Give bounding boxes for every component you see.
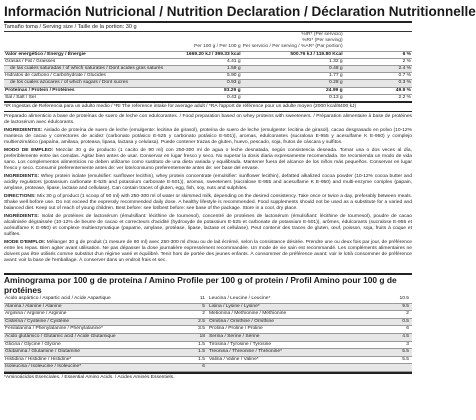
amino-name: Ácido glutámico / Glutamic acid / Acide Glutamique [4, 334, 188, 342]
amino-name: Lisina / Lysine / Lysine* [208, 303, 392, 311]
amino-value: 11 [188, 296, 208, 303]
amino-name: Glicina / Glycine / Glycine [4, 341, 188, 349]
amino-name: Ornitina / Ornithine / Ornithine [208, 318, 392, 326]
nutrition-cell: 2 % [344, 58, 412, 65]
amino-value: 18 [188, 334, 208, 342]
amino-name: Glutamina / Glutamine / Glutamine [4, 349, 188, 357]
nutrition-cell: 4.41 g [179, 58, 242, 65]
amino-name: Serina / Serine / Sérine [208, 334, 392, 342]
amino-row [4, 356, 412, 364]
nutrition-cell: Sal / Salt / Sel [4, 94, 179, 102]
nutrition-table [4, 32, 412, 103]
nutrition-row [4, 73, 412, 80]
amino-name: Histidina / Histidine / Histidine* [4, 356, 188, 364]
amino-value: 0.5 [392, 318, 412, 326]
nutrition-cell: Hidratos de carbono / Carbohydrate / Glucides [4, 73, 179, 80]
amino-value: 2 [392, 311, 412, 319]
amino-name: Treonina / Threonine / Thréonine* [208, 349, 392, 357]
label-paragraph: Preparado alimenticio a base de proteínas de suero de leche con edulcorantes. / Food preparation based on whey proteins with sweeteners. / Préparation alimentaire à base de protéines de lactosérum avec édulcorants. [4, 114, 412, 126]
nutrition-label [4, 4, 476, 381]
amino-value: 5 [188, 303, 208, 311]
amino-row [4, 364, 412, 372]
amino-row [4, 303, 412, 311]
nutrition-cell: 1669.20 kJ / 399.33 kcal [179, 51, 242, 58]
amino-name: Cisteína / Cysteine / Cystéine [4, 318, 188, 326]
amino-value: 2.5 [188, 318, 208, 326]
nutrition-cell: Grasas / Fat / Graisses [4, 58, 179, 65]
nutrition-row [4, 80, 412, 87]
amino-value: 6 [188, 364, 208, 372]
amino-table [4, 296, 412, 372]
page-title: Información Nutricional / Nutrition Declaration / Déclaration Nutritionnelle [4, 4, 412, 23]
nutrition-cell: 6 % [344, 51, 412, 58]
amino-row [4, 349, 412, 357]
nutrition-cell: Per 100 g / Per 100 g [179, 44, 242, 51]
nutrition-cell: 0.3 % [344, 80, 412, 87]
amino-name: Prolina / Proline / Proline [208, 326, 392, 334]
nutrition-cell: 49.9 % [344, 87, 412, 94]
amino-row [4, 318, 412, 326]
amino-name: Ácido aspártico / Aspartic acid / Acide Aspartique [4, 296, 188, 303]
label-paragraph: INGREDIENTS: Whey protein isolate (emulsifier: sunflower lecithin), whey protein concentrate (emulsifier: sunflower lecithin), defatted alkalized cocoa powder (10-12% cocoa butter and acidity regulators (potassium carbonate E-525 and potassium carbonate E-501)), aromas, sweeteners (sucralose E-955 and acesulfame K E-950) and multi-enzyme complex (papain, amylase, protease, lipase, lactase and cellulase). Can contain traces of gluten, egg, fish, soy, nuts and sulphites. [4, 174, 412, 192]
amino-name: Metionina / Methionine / Méthionine [208, 311, 392, 319]
nutrition-cell: 0.93 g [179, 80, 242, 87]
amino-value: 5.5 [392, 356, 412, 364]
amino-value: 5.5 [392, 349, 412, 357]
amino-name: Leucina / Leucine / Leucine* [208, 296, 392, 303]
label-paragraph: MODO DE EMPLEO: Mezclar 30 g de producto (1 cacito de 90 ml) con 250-300 ml de agua o leche desnatada, según consistencia deseada. Tomar una o dos veces al día, preferiblemente entre las comidas. Agitar bien antes de usar. Conservar en lugar fresco y seco. No superar la dosis diaria expresamente recomendada. Se recomienda un modo de vida sano. Los complementos alimenticios no deben utilizarse como sustituto de una dieta variada y equilibrada. Mantener fuera del alcance de los niños más pequeños. Conservar en lugar fresco y seco. Consumir preferentemente antes de: ver lote/consumo preferentemente antes de: ver base del envase. [4, 148, 412, 172]
nutrition-cell: Proteínas / Protein / Protéines [4, 87, 179, 94]
nutrition-cell: Per servicio / Per serving / %AR* (Par portion) [242, 44, 343, 50]
label-paragraph: INGRÉDIENTS: Isolat de protéines de lactosérum (émulsifiant: lécithine de tournesol), concentré de protéines de lactosérum (émulsifiant: lécithine de tournesol), poudre de cacao alcalinisée dégraissée (10-12% de beurre de cacao et correcteurs d'acidité (hydroxyde de potassium E-525 et carbonate de potassium E-501)), arômes, édulcorants (sucralose E-955 et acésulfame K E-950) et complexe multienzymatique (papaïne, amylase, protéase, lipase, lactase et cellulase). Peut contenir des traces de gluten, œuf, poisson, soja, fruits à coque et sulfites. [4, 214, 412, 238]
amino-name: Fenilalanina / Phenylalanine / Phénylalanine* [4, 326, 188, 334]
amino-value: 9.5 [392, 303, 412, 311]
nutrition-cell: 0.28 g [242, 80, 344, 87]
nutrition-cell: 0.48 g [242, 66, 344, 73]
nutrition-cell: 83.29 g [179, 87, 242, 94]
amino-name [208, 364, 392, 372]
nutrition-cell: 2.4 % [344, 66, 412, 73]
label-paragraph: INGREDIENTES: Aislado de proteína de suero de leche (emulgente: lecitina de girasol), proteína de suero de leche (emulgente: lecitina de girasol), cacao desgrasado en polvo (10-12% manteca de cacao y correctores de acidez (carbonato potásico E-525 y carbonato potásico E-501)), aromas, edulcorantes (sucralosa E-955 y acesulfame K E-950) y complejo multienzimático (papaína, amilasa, proteasa, lipasa, lactasa y celulasa). Puede contener trazas de gluten, huevo, pescado, soja, frutos de cáscara y sulfitos. [4, 128, 412, 146]
nutrition-cell: 0.7 % [344, 73, 412, 80]
amino-value: 3 [392, 341, 412, 349]
amino-value: 10.5 [392, 296, 412, 303]
nutrition-cell: 0.43 g [179, 94, 242, 102]
amino-value: 1.5 [188, 356, 208, 364]
amino-profile-title: Aminograma por 100 g de proteína / Amino Profile per 100 g of protein / Profil Amino pour 100 g de protéines [4, 275, 397, 295]
ingredients-section [4, 114, 412, 264]
amino-value: 6 [392, 326, 412, 334]
nutrition-cell: 5.90 g [179, 73, 242, 80]
amino-profile [4, 273, 412, 374]
reference-intake-note: *IR Ingestas de Referencia para un adulto medio / *RI The reference intake for average adult / *RA l'apport de référence pour un adulte moyen (2000 kcal/8400 kJ) [4, 103, 412, 112]
amino-name: Isoleucina / Isoleucine / Isoleucine* [4, 364, 188, 372]
amino-value: 4.5 [392, 334, 412, 342]
nutrition-cell [344, 44, 412, 51]
nutrition-row [4, 66, 412, 73]
amino-value: 1.5 [188, 349, 208, 357]
amino-row [4, 334, 412, 342]
nutrition-cell: 24.99 g [242, 87, 344, 94]
amino-name: Valina / Valine / Valine* [208, 356, 392, 364]
amino-name: Arginina / Arginine / Arginine [4, 311, 188, 319]
nutrition-cell: %IR* (Per servicio) [301, 32, 343, 37]
nutrition-cell [4, 44, 179, 51]
nutrition-cell: de los cuales azúcares / of which sugars / Dont sucres [4, 80, 179, 87]
amino-name: Tirosina / Tyrosine / Tyrosine [208, 341, 392, 349]
nutrition-cell: Valor energético / Energy / Énergie [4, 51, 179, 58]
nutrition-cell: %RI* (Per serving) [302, 38, 343, 44]
amino-name: Alanina / Alanine / Alanine [4, 303, 188, 311]
amino-row [4, 341, 412, 349]
amino-row [4, 311, 412, 319]
nutrition-cell: 0.13 g [242, 94, 344, 102]
amino-value: 1.5 [188, 341, 208, 349]
nutrition-cell: 1.32 g [242, 58, 344, 65]
amino-row [4, 296, 412, 303]
nutrition-cell: de las cuales saturadas / of which saturates / Dont acides gras saturés [4, 66, 179, 73]
amino-row [4, 326, 412, 334]
nutrition-cell: 1.59 g [179, 66, 242, 73]
nutrition-cell: 1.77 g [242, 73, 344, 80]
serving-size: Tamaño toma / Serving size / Taille de la portion: 30 g [4, 23, 412, 32]
nutrition-cell: 2.2 % [344, 94, 412, 102]
nutrition-row [4, 51, 412, 58]
nutrition-row [4, 58, 412, 65]
nutrition-row [4, 87, 412, 94]
label-paragraph: MODE D'EMPLOI: Mélanger 30 g de produit (1 mesure de 90 ml) avec 250-300 ml d'eau ou de lait écrémé, selon la consistance désirée. Prendre une ou deux fois par jour, de préférence entre les repas. Bien agiter avant utilisation. Ne pas dépasser la dose journalière expressément recommandée. Un mode de vie sain est recommandé. Les compléments alimentaires ne doivent pas être utilisés comme substitut d'un régime varié et équilibré. Tenir hors de portée des jeunes enfants. À consommer de préférence avant: voir le lot/à consommer de préférence avant: voir la base de l'emballage. À conserver dans un endroit frais et sec. [4, 240, 412, 264]
nutrition-row [4, 44, 412, 51]
label-paragraph: DIRECTIONS: Mix 30 g of product (1 scoop of 90 ml) with 250-300 ml of water or skimmed milk, depending on the desired consistency. Take once or twice a day, preferably between meals. Shake well before use. Do not exceed the expressly recommended daily dose. A healthy lifestyle is recommended. Food supplements should not be used as a substitute for a varied and balanced diet. Keep out of reach of young children. Best before: see lot/best before: see base of the package. Store in a cool, dry place. [4, 194, 412, 212]
nutrition-row [4, 94, 412, 102]
nutrition-cell: 500.76 kJ / 119.80 Kcal [242, 51, 344, 58]
amino-value: 2 [188, 311, 208, 319]
amino-footnote: *Aminoácidos Esenciales. / Essential Amino Acids. / Acides Aminés Essentiels. [4, 374, 175, 380]
amino-value [392, 364, 412, 372]
amino-value: 3.5 [188, 326, 208, 334]
